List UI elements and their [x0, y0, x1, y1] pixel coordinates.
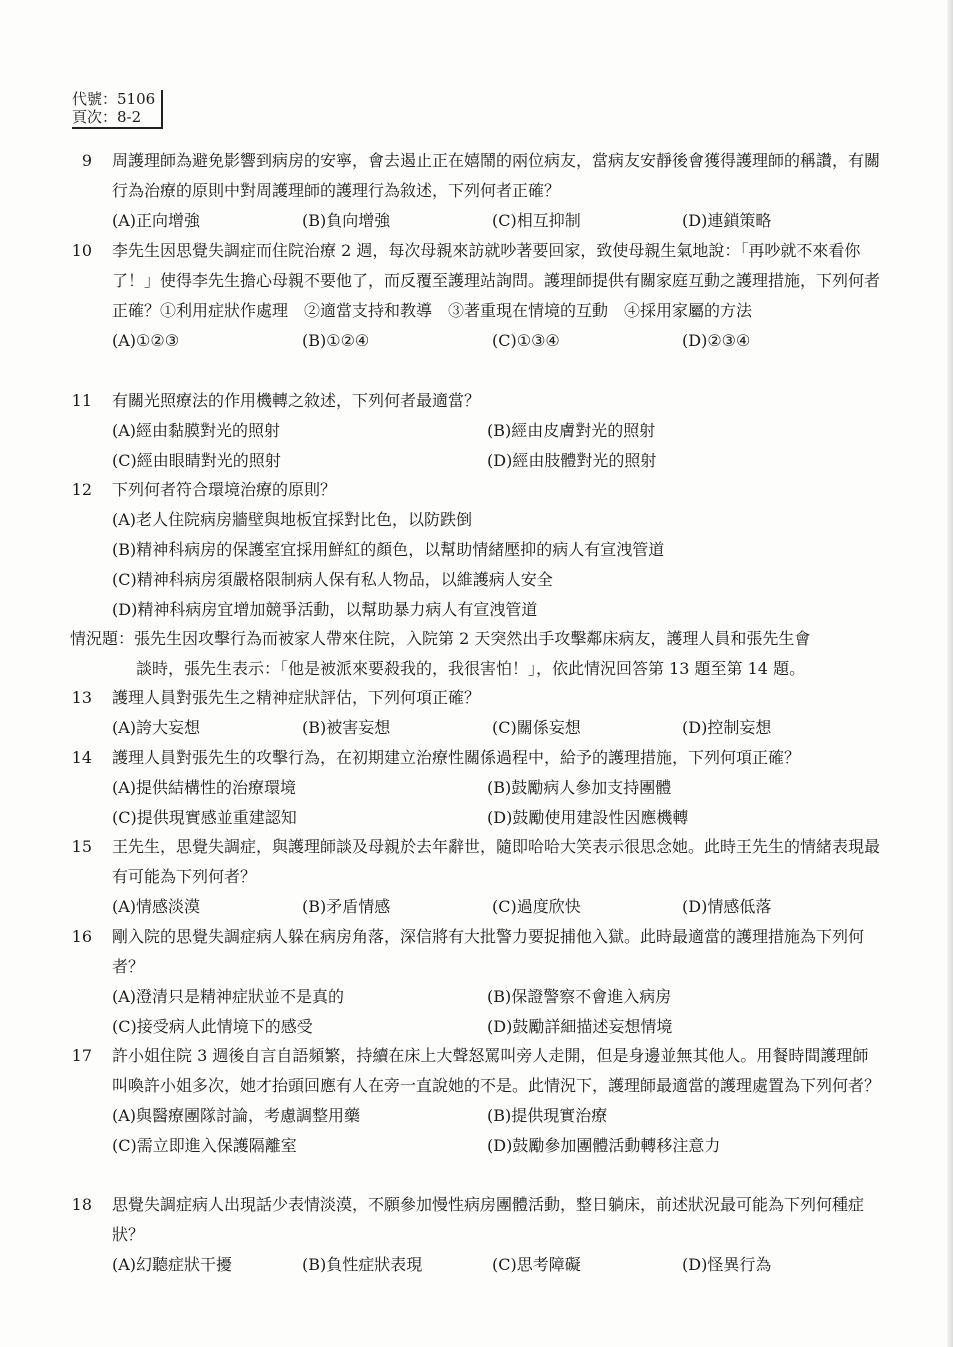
option-a[interactable]: (A)幻聽症狀干擾	[112, 1255, 233, 1274]
question-number: 13	[71, 688, 92, 707]
option-c[interactable]: (C)過度欣快	[492, 897, 581, 916]
question-number: 10	[71, 241, 92, 260]
option-a[interactable]: (A)澄清只是精神症狀並不是真的	[112, 987, 345, 1006]
option-b[interactable]: (B)矛盾情感	[302, 897, 391, 916]
option-b[interactable]: (B)保證警察不會進入病房	[487, 987, 672, 1006]
question-text: 護理人員對張先生之精神症狀評估，下列何項正確？	[112, 688, 481, 707]
option-c[interactable]: (C)①③④	[492, 331, 560, 350]
option-c[interactable]: (C)思考障礙	[492, 1255, 581, 1274]
options	[112, 982, 882, 1042]
option-a[interactable]: (A)老人住院病房牆壁與地板宜採對比色，以防跌倒	[112, 510, 473, 529]
options	[112, 326, 882, 356]
option-d[interactable]: (D)鼓勵使用建設性因應機轉	[487, 808, 689, 827]
option-a[interactable]: (A)情感淡漠	[112, 897, 201, 916]
option-b[interactable]: (B)提供現實治療	[487, 1106, 608, 1125]
options	[112, 892, 882, 922]
question-text: 思覺失調症病人出現話少表情淡漠，不願參加慢性病房團體活動，整日躺床，前述狀況最可能為下列何種症狀？	[112, 1195, 865, 1244]
option-c[interactable]: (C)精神科病房須嚴格限制病人保有私人物品，以維護病人安全	[112, 570, 553, 589]
option-b[interactable]: (B)負向增強	[302, 211, 391, 230]
question-12	[70, 475, 882, 625]
option-d[interactable]: (D)經由肢體對光的照射	[487, 451, 657, 470]
option-b[interactable]: (B)精神科病房的保護室宜採用鮮紅的顏色，以幫助情緒壓抑的病人有宣洩管道	[112, 540, 665, 559]
question-number: 12	[71, 480, 92, 499]
question-number: 16	[71, 927, 92, 946]
page-number: 頁次：8-2	[72, 108, 142, 126]
option-d[interactable]: (D)怪異行為	[682, 1255, 772, 1274]
option-c[interactable]: (C)接受病人此情境下的感受	[112, 1017, 313, 1036]
option-d[interactable]: (D)鼓勵詳細描述妄想情境	[487, 1017, 673, 1036]
options	[112, 505, 882, 625]
question-number: 15	[71, 837, 92, 856]
scenario-block	[70, 624, 882, 684]
option-d[interactable]: (D)連鎖策略	[682, 211, 772, 230]
question-text: 李先生因思覺失調症而住院治療 2 週，每次母親來訪就吵著要回家，致使母親生氣地說：「再吵就不來看你了！」使得李先生擔心母親不要他了，而反覆至護理站詢問。護理師提供有關家庭互動之護理措施，下列何者正確？①利用症狀作處理 ②適當支持和教導 ③著重現在情境的互動 ④採用家屬的方法	[112, 241, 881, 320]
question-text: 有關光照療法的作用機轉之敘述，下列何者最適當？	[112, 391, 481, 410]
option-d[interactable]: (D)精神科病房宜增加競爭活動，以幫助暴力病人有宣洩管道	[112, 600, 538, 619]
options	[112, 1250, 882, 1280]
option-b[interactable]: (B)①②④	[302, 331, 370, 350]
options	[112, 1101, 882, 1161]
question-16	[70, 922, 882, 1042]
question-text: 護理人員對張先生的攻擊行為，在初期建立治療性關係過程中，給予的護理措施，下列何項正確？	[112, 748, 801, 767]
option-d[interactable]: (D)情感低落	[682, 897, 772, 916]
question-number: 9	[81, 151, 92, 170]
option-b[interactable]: (B)經由皮膚對光的照射	[487, 421, 656, 440]
option-b[interactable]: (B)負性症狀表現	[302, 1255, 423, 1274]
option-a[interactable]: (A)①②③	[112, 331, 180, 350]
scenario-line-2: 談時，張先生表示：「他是被派來要殺我的，我很害怕！」，依此情況回答第 13 題至第 14 題。	[136, 659, 806, 678]
options	[112, 773, 882, 833]
question-15	[70, 832, 882, 922]
page-edge-shadow	[947, 0, 953, 1347]
options	[112, 713, 882, 743]
option-b[interactable]: (B)被害妄想	[302, 718, 391, 737]
question-number: 11	[71, 391, 92, 410]
option-c[interactable]: (C)需立即進入保護隔離室	[112, 1136, 297, 1155]
question-9	[70, 146, 882, 236]
exam-header	[72, 90, 163, 129]
question-13	[70, 683, 882, 743]
question-text: 剛入院的思覺失調症病人躲在病房角落，深信將有大批警力要捉捕他入獄。此時最適當的護理措施為下列何者？	[112, 927, 865, 976]
question-14	[70, 743, 882, 833]
option-a[interactable]: (A)經由黏膜對光的照射	[112, 421, 281, 440]
option-c[interactable]: (C)關係妄想	[492, 718, 581, 737]
question-text: 周護理師為避免影響到病房的安寧，會去遏止正在嬉鬧的兩位病友，當病友安靜後會獲得護理師的稱讚，有關行為治療的原則中對周護理師的護理行為敘述，下列何者正確？	[112, 151, 881, 200]
scenario-line-1: 情況題：張先生因攻擊行為而被家人帶來住院，入院第 2 天突然出手攻擊鄰床病友，護理人員和張先生會	[70, 629, 811, 648]
option-a[interactable]: (A)與醫療團隊討論，考慮調整用藥	[112, 1106, 361, 1125]
option-a[interactable]: (A)正向增強	[112, 211, 201, 230]
question-text: 許小姐住院 3 週後自言自語頻繁，持續在床上大聲怒罵叫旁人走開，但是身邊並無其他人。用餐時間護理師叫喚許小姐多次，她才抬頭回應有人在旁一直說她的不是。此情況下，護理師最適當的護理處置為下列何者？	[112, 1046, 881, 1095]
option-c[interactable]: (C)提供現實感並重建認知	[112, 808, 297, 827]
option-a[interactable]: (A)提供結構性的治療環境	[112, 778, 297, 797]
options	[112, 416, 882, 476]
option-d[interactable]: (D)②③④	[682, 331, 751, 350]
question-11	[70, 386, 882, 476]
question-17	[70, 1041, 882, 1161]
question-text: 下列何者符合環境治療的原則？	[112, 480, 337, 499]
question-number: 17	[71, 1046, 92, 1065]
question-10	[70, 236, 882, 356]
option-d[interactable]: (D)控制妄想	[682, 718, 772, 737]
option-d[interactable]: (D)鼓勵參加團體活動轉移注意力	[487, 1136, 721, 1155]
options	[112, 206, 882, 236]
exam-code: 代號：5106	[72, 90, 156, 108]
option-c[interactable]: (C)經由眼睛對光的照射	[112, 451, 281, 470]
option-b[interactable]: (B)鼓勵病人參加支持團體	[487, 778, 672, 797]
question-number: 14	[71, 748, 92, 767]
question-18	[70, 1190, 882, 1280]
option-a[interactable]: (A)誇大妄想	[112, 718, 201, 737]
question-text: 王先生，思覺失調症，與護理師談及母親於去年辭世，隨即哈哈大笑表示很思念她。此時王先生的情緒表現最有可能為下列何者？	[112, 837, 881, 886]
option-c[interactable]: (C)相互抑制	[492, 211, 581, 230]
question-number: 18	[71, 1195, 92, 1214]
